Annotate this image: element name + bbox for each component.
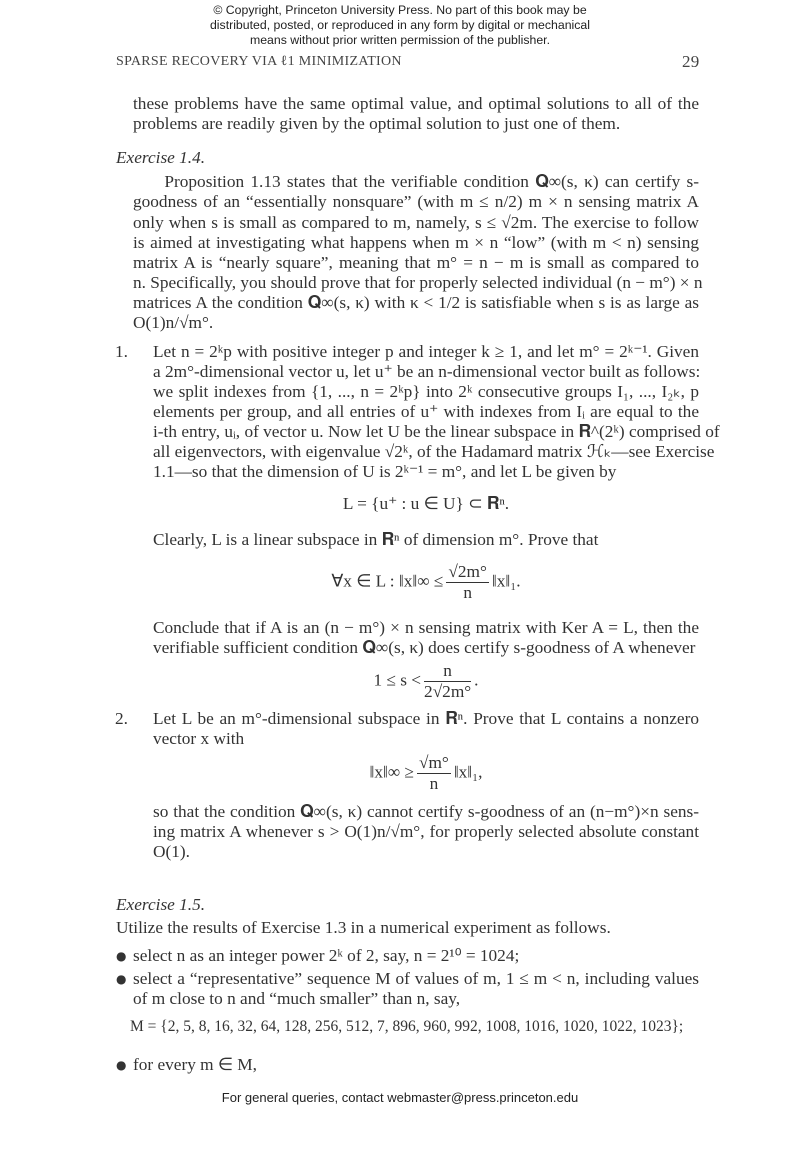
text-line: a 2m°-dimensional vector u, let u⁺ be an n-dimensional vector built as follows: — [153, 362, 701, 381]
fraction — [446, 562, 488, 603]
eq-left: ‖x‖∞ ≥ — [369, 762, 414, 782]
text-line: matrices A the condition 𝐐∞(s, κ) with κ < 1/2 is satisfiable when s is as large as — [133, 293, 699, 312]
text-line: O(1)n/√m°. — [133, 313, 214, 332]
fraction — [417, 753, 451, 794]
eq-right: ‖x‖₁. — [491, 571, 521, 591]
text-line: select a “representative” sequence M of values of m, 1 ≤ m < n, including values — [133, 969, 699, 988]
numerator: √m° — [418, 753, 449, 772]
copyright-line: © Copyright, Princeton University Press. No part of this book may be — [213, 3, 587, 17]
text-line: is aimed at investigating what happens when m × n “low” (with m < n) sensing — [133, 233, 699, 252]
item-number: 2. — [115, 709, 128, 728]
text-line: Proposition 1.13 states that the verifiable condition 𝐐∞(s, κ) can certify s- — [133, 172, 699, 191]
text-line: ing matrix A whenever s > O(1)n/√m°, for properly selected absolute constant — [153, 822, 699, 841]
copyright-line: means without prior written permission of the publisher. — [249, 33, 551, 47]
text-line: O(1). — [153, 842, 190, 861]
bullet-icon: ● — [116, 972, 127, 986]
text-line: for every m ∈ M, — [133, 1055, 257, 1074]
text-line: vector x with — [153, 729, 245, 748]
text-line: so that the condition 𝐐∞(s, κ) cannot certify s-goodness of an (n−m°)×n sens- — [153, 802, 699, 821]
text-line: problems are readily given by the optimal solution to just one of them. — [133, 114, 621, 133]
text-line: matrix A is “nearly square”, meaning that m° = n − m is small as compared to — [133, 253, 699, 272]
text-line: i-th entry, uᵢ, of vector u. Now let U be the linear subspace in 𝐑^(2ᵏ) comprised of — [153, 422, 720, 441]
text-line: only when s is small as compared to m, namely, s ≤ √2m. The exercise to follow — [133, 213, 699, 232]
copyright-line: distributed, posted, or reproduced in any form by digital or mechanical — [209, 18, 591, 32]
page-number: 29 — [682, 52, 700, 71]
text-line: elements per group, and all entries of u⁺ with indexes from Iᵢ are equal to the — [153, 402, 699, 421]
exercise-heading: Exercise 1.5. — [116, 895, 206, 914]
fraction — [424, 661, 471, 702]
numerator: √2m° — [448, 562, 487, 581]
text-line: Clearly, L is a linear subspace in 𝐑ⁿ of dimension m°. Prove that — [153, 530, 599, 549]
equation: M = {2, 5, 8, 16, 32, 64, 128, 256, 512, 7, 896, 960, 992, 1008, 1016, 1020, 1022, 1023}; — [130, 1018, 684, 1035]
text-line: goodness of an “essentially nonsquare” (with m ≤ n/2) m × n sensing matrix A — [133, 192, 699, 211]
denominator: 2√2m° — [424, 682, 472, 701]
eq-right: ‖x‖₁, — [453, 762, 483, 782]
eq-right: . — [474, 670, 479, 690]
text-line: Utilize the results of Exercise 1.3 in a numerical experiment as follows. — [116, 918, 611, 937]
text-line: Let n = 2ᵏp with positive integer p and integer k ≥ 1, and let m° = 2ᵏ⁻¹. Given — [153, 342, 699, 361]
text-line: n. Specifically, you should prove that for properly selected individual (n − m°) × n — [133, 273, 703, 292]
exercise-heading: Exercise 1.4. — [116, 148, 206, 167]
text-line: these problems have the same optimal value, and optimal solutions to all of the — [133, 94, 699, 113]
text-line: select n as an integer power 2ᵏ of 2, say, n = 2¹⁰ = 1024; — [133, 946, 520, 965]
equation — [153, 753, 699, 797]
text-line: 1.1—so that the dimension of U is 2ᵏ⁻¹ = m°, and let L be given by — [153, 462, 617, 481]
denominator: n — [463, 583, 472, 602]
equation: L = {u⁺ : u ∈ U} ⊂ 𝐑ⁿ. — [342, 494, 510, 513]
denominator: n — [429, 774, 439, 793]
text-line: Conclude that if A is an (n − m°) × n sensing matrix with Ker A = L, then the — [153, 618, 699, 637]
numerator: n — [424, 661, 471, 682]
footer-contact: For general queries, contact webmaster@press.princeton.edu — [221, 1090, 579, 1105]
bullet-icon: ● — [116, 949, 127, 963]
equation — [153, 661, 699, 705]
item-number: 1. — [115, 342, 128, 361]
text-line: all eigenvectors, with eigenvalue √2ᵏ, of the Hadamard matrix ℋₖ—see Exercise — [153, 442, 715, 461]
eq-left: 1 ≤ s < — [373, 670, 422, 690]
running-title: SPARSE RECOVERY VIA ℓ1 MINIMIZATION — [116, 54, 402, 69]
text-line: of m close to n and “much smaller” than n, say, — [133, 989, 461, 1008]
equation — [153, 562, 699, 606]
eq-left: ∀x ∈ L : ‖x‖∞ ≤ — [331, 571, 444, 591]
bullet-icon: ● — [116, 1058, 127, 1072]
text-line: we split indexes from {1, ..., n = 2ᵏp} into 2ᵏ consecutive groups I₁, ..., I₂ₖ, p — [153, 382, 699, 401]
text-line: verifiable sufficient condition 𝐐∞(s, κ) does certify s-goodness of A whenever — [153, 638, 696, 657]
text-line: Let L be an m°-dimensional subspace in 𝐑ⁿ. Prove that L contains a nonzero — [153, 709, 699, 728]
